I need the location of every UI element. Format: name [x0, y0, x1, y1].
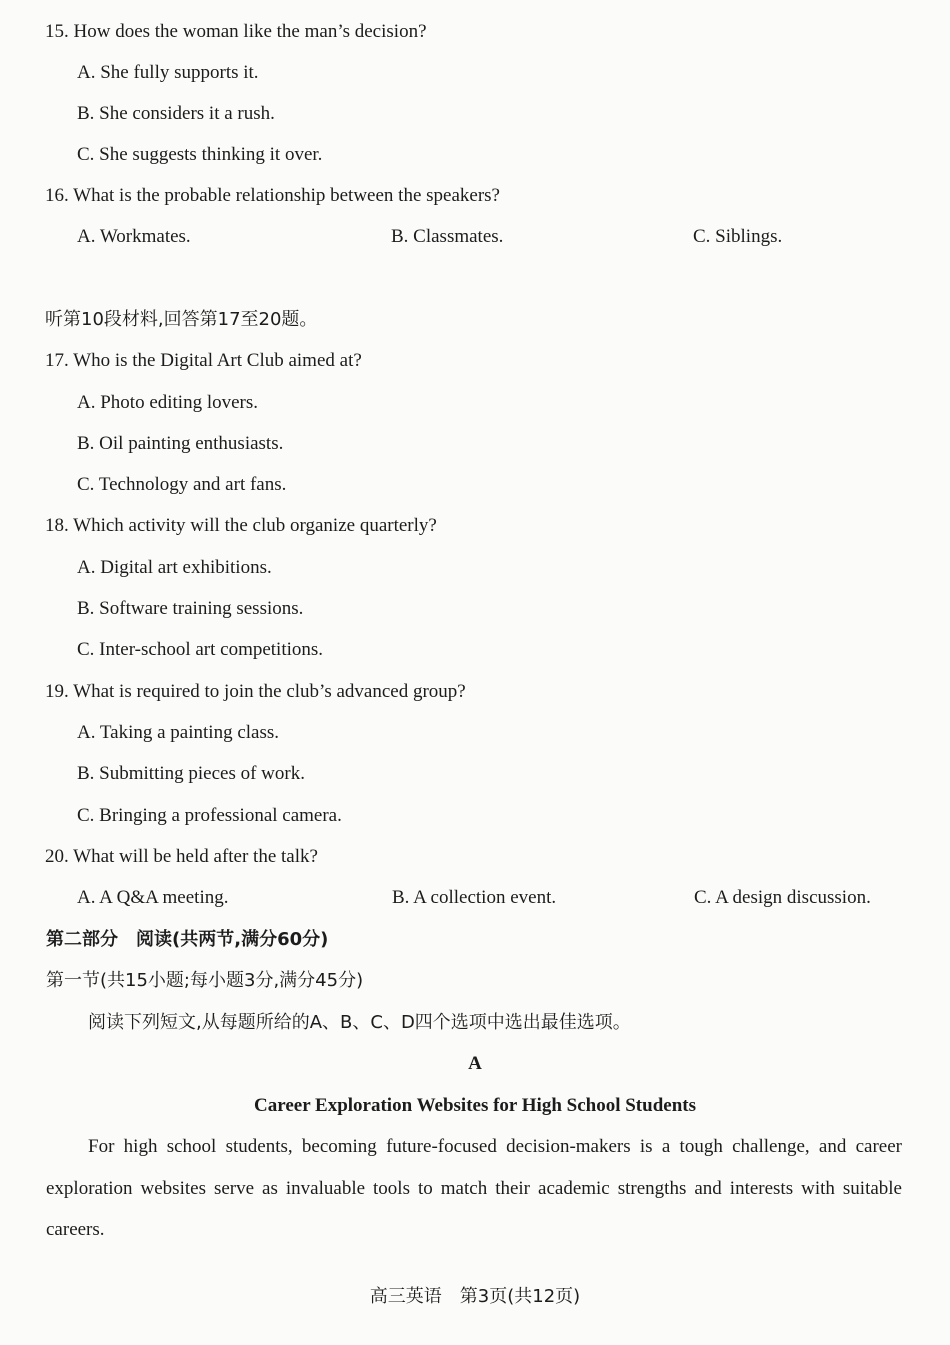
question-16: 16. What is the probable relationship between the speakers? [45, 185, 500, 206]
question-20-option-b: B. A collection event. [392, 887, 557, 908]
question-17: 17. Who is the Digital Art Club aimed at? [45, 350, 362, 371]
question-17-option-a: A. Photo editing lovers. [77, 392, 259, 413]
section-one-heading: 第一节(共15小题;每小题3分,满分45分) [46, 970, 364, 991]
reading-instruction: 阅读下列短文,从每题所给的A、B、C、D四个选项中选出最佳选项。 [88, 1012, 631, 1033]
question-16-option-c: C. Siblings. [693, 226, 783, 247]
question-18-option-c: C. Inter-school art competitions. [77, 639, 324, 660]
question-20: 20. What will be held after the talk? [45, 846, 318, 867]
page-footer: 高三英语 第3页(共12页) [369, 1286, 581, 1307]
listening-instruction: 听第10段材料,回答第17至20题。 [45, 309, 318, 330]
question-16-option-a: A. Workmates. [77, 226, 191, 247]
question-19-option-a: A. Taking a painting class. [77, 722, 280, 743]
question-16-options [0, 225, 950, 249]
question-15-option-b: B. She considers it a rush. [77, 103, 275, 124]
passage-title: Career Exploration Websites for High School Students [254, 1095, 696, 1116]
question-18: 18. Which activity will the club organize quarterly? [45, 515, 437, 536]
question-20-options [0, 886, 950, 910]
question-17-option-c: C. Technology and art fans. [77, 474, 287, 495]
passage-body [46, 1126, 902, 1251]
question-18-option-a: A. Digital art exhibitions. [77, 557, 272, 578]
question-19-option-c: C. Bringing a professional camera. [77, 805, 342, 826]
question-19-option-b: B. Submitting pieces of work. [77, 763, 305, 784]
question-19: 19. What is required to join the club’s advanced group? [45, 681, 466, 702]
part-two-heading: 第二部分 阅读(共两节,满分60分) [46, 929, 329, 950]
passage-body-text: For high school students, becoming future-focused decision-makers is a tough challenge, and career exploration websites serve as invaluable tools to match their academic strengths and interests with suitable careers. [46, 1136, 902, 1240]
question-20-option-a: A. A Q&A meeting. [77, 887, 229, 908]
question-17-option-b: B. Oil painting enthusiasts. [77, 433, 284, 454]
question-18-option-b: B. Software training sessions. [77, 598, 304, 619]
question-20-option-c: C. A design discussion. [694, 887, 871, 908]
question-15-option-a: A. She fully supports it. [77, 62, 259, 83]
question-15: 15. How does the woman like the man’s decision? [45, 21, 427, 42]
passage-label: A [468, 1053, 482, 1074]
question-16-option-b: B. Classmates. [391, 226, 504, 247]
question-15-option-c: C. She suggests thinking it over. [77, 144, 323, 165]
